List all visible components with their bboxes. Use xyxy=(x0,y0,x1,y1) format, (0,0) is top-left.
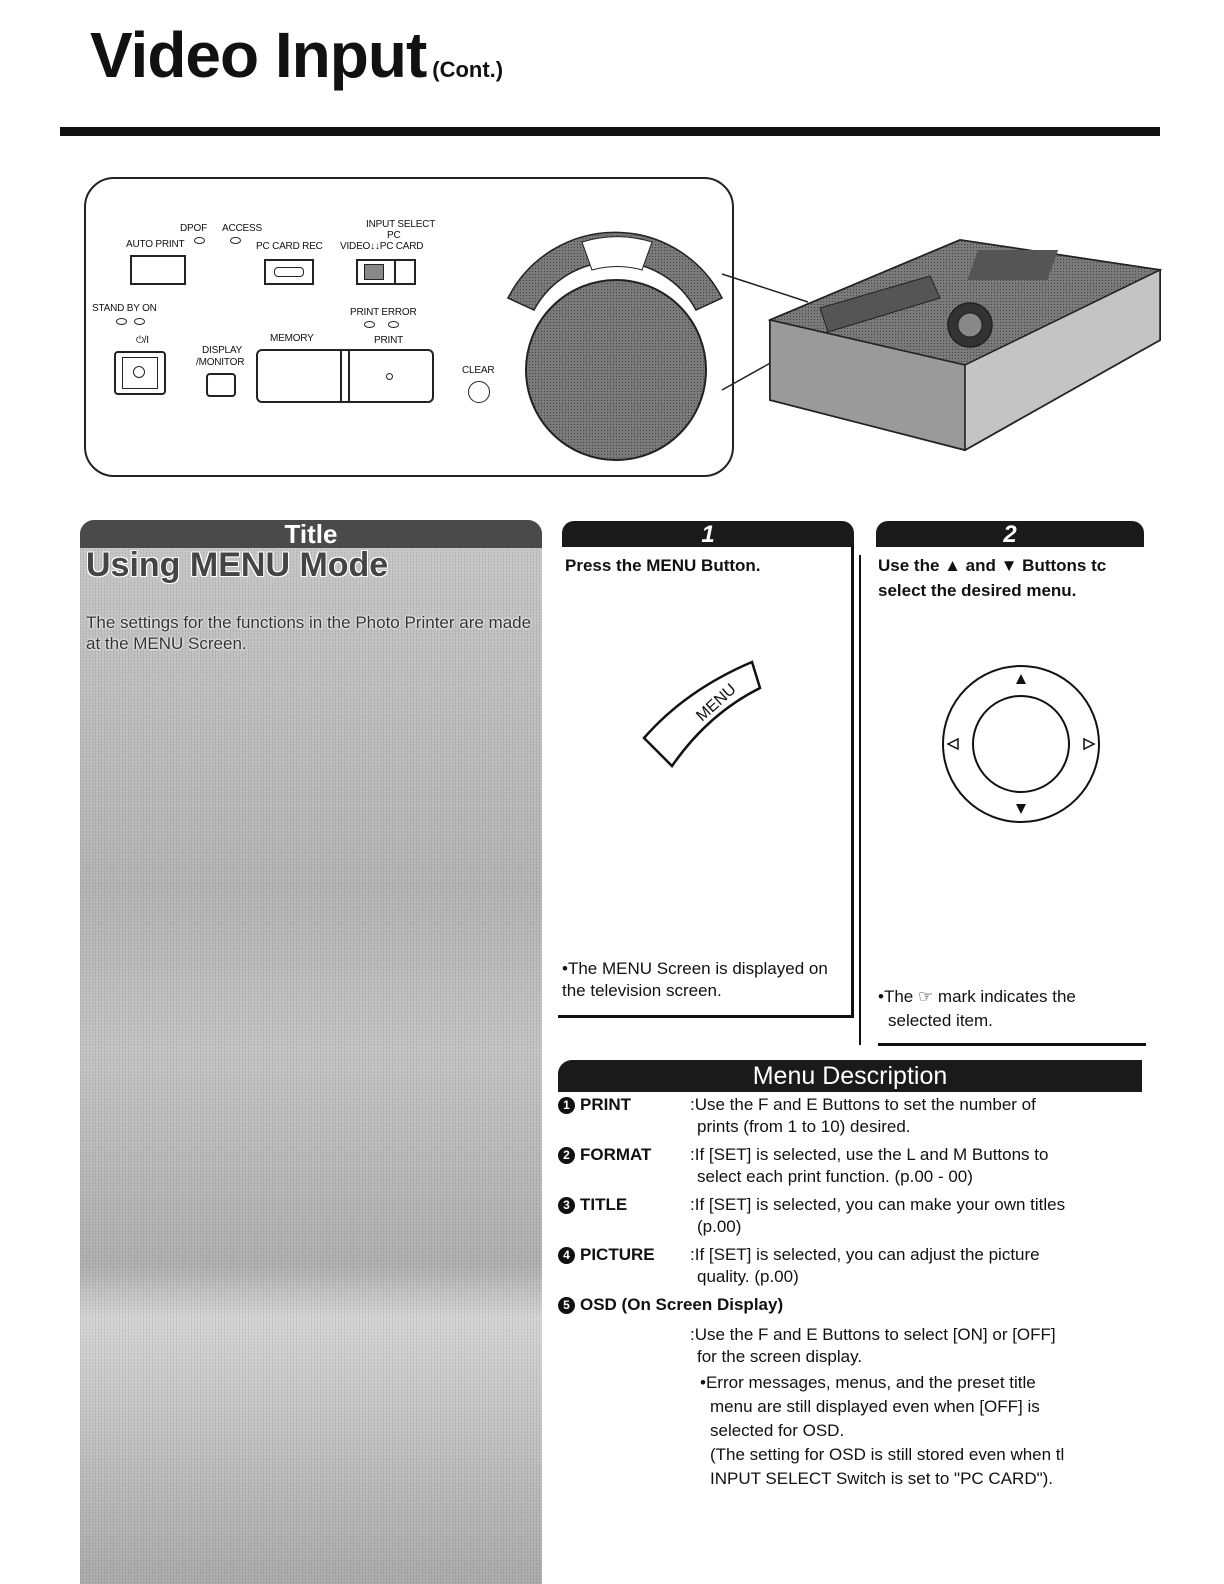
clear-button[interactable] xyxy=(468,381,490,403)
memory-label: MEMORY xyxy=(270,333,314,344)
item-key: OSD (On Screen Display) xyxy=(580,1295,784,1314)
item-osd-line-6: (The setting for OSD is still stored even when tl xyxy=(710,1445,1065,1464)
standby-led xyxy=(116,318,127,325)
item-osd-line-1: :Use the F and E Buttons to select [ON] or [OFF] xyxy=(690,1325,1056,1344)
menu-item-format xyxy=(558,1144,651,1165)
menu-item-title xyxy=(558,1194,627,1215)
dpof-led xyxy=(194,237,205,244)
menu-button-illustration xyxy=(636,650,776,770)
pc-card-rec-label: PC CARD REC xyxy=(256,241,323,252)
access-label: ACCESS xyxy=(222,223,262,234)
print-error-led-2 xyxy=(388,321,399,328)
item-format-line-2: select each print function. (p.00 - 00) xyxy=(697,1167,973,1186)
item-title-line-2: (p.00) xyxy=(697,1217,742,1236)
item-number: 1 xyxy=(558,1097,575,1114)
menu-button-label: MENU xyxy=(693,680,740,725)
item-osd-line-4: menu are still displayed even when [OFF] is xyxy=(710,1397,1040,1416)
item-number: 3 xyxy=(558,1197,575,1214)
step-2-bottom-rule xyxy=(878,1043,1146,1046)
item-picture-line-1: :If [SET] is selected, you can adjust the picture xyxy=(690,1245,1040,1264)
auto-print-label: AUTO PRINT xyxy=(126,239,185,250)
item-picture-line-2: quality. (p.00) xyxy=(697,1267,799,1286)
on-led xyxy=(134,318,145,325)
item-title-line-1: :If [SET] is selected, you can make your own titles xyxy=(690,1195,1066,1214)
item-print-line-1: :Use the F and E Buttons to set the number of xyxy=(690,1095,1036,1114)
item-osd-line-2: for the screen display. xyxy=(697,1347,863,1366)
item-key: FORMAT xyxy=(580,1145,652,1164)
display-label: DISPLAY xyxy=(202,345,243,356)
item-format-line-1: :If [SET] is selected, use the L and M Buttons to xyxy=(690,1145,1049,1164)
title-subtitle: (Cont.) xyxy=(432,57,504,82)
title-text: Video Input xyxy=(90,19,427,91)
step-1-note: •The MENU Screen is displayed on the television screen. xyxy=(562,959,828,1000)
menu-item-osd xyxy=(558,1294,783,1315)
step-2-note-line-2: selected item. xyxy=(888,1011,993,1030)
item-osd-line-5: selected for OSD. xyxy=(710,1421,845,1440)
item-key: TITLE xyxy=(580,1195,628,1214)
item-osd-line-7: INPUT SELECT Switch is set to "PC CARD"). xyxy=(710,1469,1054,1488)
title-rule xyxy=(60,127,1160,136)
power-button[interactable] xyxy=(114,351,166,395)
item-number: 4 xyxy=(558,1247,575,1264)
item-key: PICTURE xyxy=(580,1245,655,1264)
item-number: 2 xyxy=(558,1147,575,1164)
page-title xyxy=(90,18,503,92)
auto-print-button[interactable] xyxy=(130,255,186,285)
video-pc-card-label: VIDEO↓↓PC CARD xyxy=(340,241,424,252)
jog-dial xyxy=(526,280,706,460)
step-2-heading-line-2: select the desired menu. xyxy=(878,581,1077,600)
step-2-note-line-1: •The ☞ mark indicates the xyxy=(878,987,1076,1006)
pc-label: PC xyxy=(387,230,401,241)
item-number: 5 xyxy=(558,1297,575,1314)
item-key: PRINT xyxy=(580,1095,631,1114)
step-2-heading-line-1: Use the ▲ and ▼ Buttons tc xyxy=(878,556,1107,575)
power-symbol: ⏻/I xyxy=(136,335,149,346)
cursor-pad-illustration xyxy=(940,664,1102,824)
step-2-left-rule xyxy=(859,555,861,1045)
item-osd-line-3: •Error messages, menus, and the preset title xyxy=(700,1373,1036,1392)
menu-description-title: Menu Description xyxy=(752,1062,948,1090)
printer-illustration xyxy=(490,190,1180,490)
title-tab-label: Title xyxy=(284,519,338,549)
step-2-tab: 2 xyxy=(876,521,1144,547)
input-select-label: INPUT SELECT xyxy=(366,219,436,230)
memory-print-button[interactable] xyxy=(256,349,434,403)
left-heading: Using MENU Mode xyxy=(86,546,389,584)
step-1-bottom-rule xyxy=(558,1015,854,1018)
clear-label: CLEAR xyxy=(462,365,495,376)
menu-item-picture xyxy=(558,1244,655,1265)
access-led xyxy=(230,237,241,244)
monitor-label: /MONITOR xyxy=(196,357,245,368)
print-label: PRINT xyxy=(374,335,404,346)
item-print-line-2: prints (from 1 to 10) desired. xyxy=(697,1117,911,1136)
dpof-label: DPOF xyxy=(180,223,207,234)
step-1-divider xyxy=(851,545,854,1015)
cursor-pad-center xyxy=(973,696,1069,792)
input-select-switch[interactable] xyxy=(356,259,416,285)
left-title-column xyxy=(80,520,542,1584)
print-error-led-1 xyxy=(364,321,375,328)
step-1-heading: Press the MENU Button. xyxy=(565,556,761,575)
menu-item-print xyxy=(558,1094,631,1115)
step-1-tab: 1 xyxy=(562,521,854,547)
left-intro-text: The settings for the functions in the Photo Printer are made at the MENU Screen. xyxy=(86,613,532,653)
standby-on-label: STAND BY ON xyxy=(92,303,157,314)
print-error-label: PRINT ERROR xyxy=(350,307,417,318)
pc-card-rec-button[interactable] xyxy=(264,259,314,285)
display-monitor-button[interactable] xyxy=(206,373,236,397)
